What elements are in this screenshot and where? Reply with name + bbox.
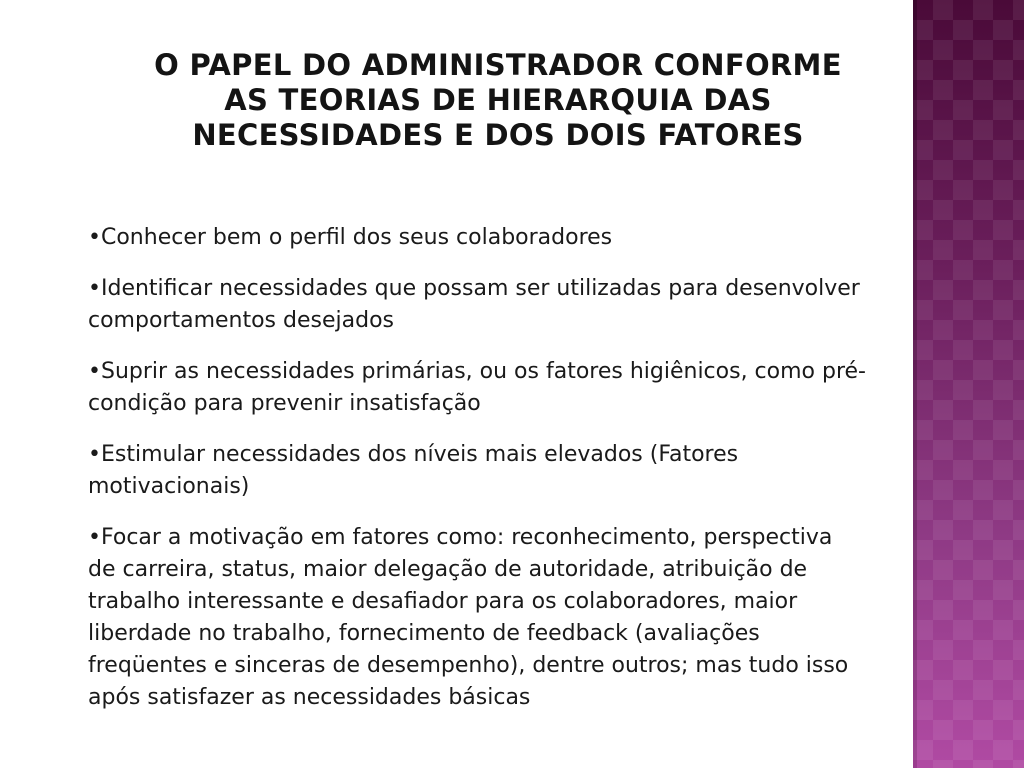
title-line: O PAPEL DO ADMINISTRADOR CONFORME	[154, 48, 842, 82]
bullet-line: após satisfazer as necessidades básicas	[88, 685, 531, 710]
bullet-item	[88, 356, 988, 420]
bullet-line	[88, 522, 988, 554]
bullet-line: liberdade no trabalho, fornecimento de feedback (avaliações	[88, 621, 760, 646]
bullet-line	[88, 222, 988, 254]
title-line: NECESSIDADES E DOS DOIS FATORES	[192, 118, 804, 152]
bullet-text: Estimular necessidades dos níveis mais elevados (Fatores	[100, 442, 739, 467]
bullet-item	[88, 439, 988, 503]
slide-title	[88, 48, 908, 153]
bullet-line: motivacionais)	[88, 474, 250, 499]
bullet-line	[88, 439, 988, 471]
bullet-mark: •	[88, 276, 101, 301]
bullet-mark: •	[88, 525, 101, 550]
bullet-mark: •	[88, 359, 101, 384]
bullet-text: Conhecer bem o perfil dos seus colaboradores	[100, 225, 613, 250]
bullet-mark: •	[88, 442, 101, 467]
bullet-line: de carreira, status, maior delegação de autoridade, atribuição de	[88, 557, 808, 582]
bullet-line: comportamentos desejados	[88, 308, 394, 333]
bullet-text: Identificar necessidades que possam ser utilizadas para desenvolver	[100, 276, 860, 301]
bullet-text: Focar a motivação em fatores como: reconhecimento, perspectiva	[100, 525, 833, 550]
bullet-mark: •	[88, 225, 101, 250]
bullet-line	[88, 356, 988, 388]
title-line: AS TEORIAS DE HIERARQUIA DAS	[224, 83, 772, 117]
bullet-line: trabalho interessante e desafiador para os colaboradores, maior	[88, 589, 798, 614]
bullet-item	[88, 222, 988, 254]
bullet-text: Suprir as necessidades primárias, ou os fatores higiênicos, como pré-	[100, 359, 866, 384]
bullet-item	[88, 522, 988, 714]
bullet-line: condição para prevenir insatisfação	[88, 391, 481, 416]
bullet-list	[88, 222, 988, 733]
bullet-item	[88, 273, 988, 337]
bullet-line: freqüentes e sinceras de desempenho), dentre outros; mas tudo isso	[88, 653, 849, 678]
bullet-line	[88, 273, 988, 305]
